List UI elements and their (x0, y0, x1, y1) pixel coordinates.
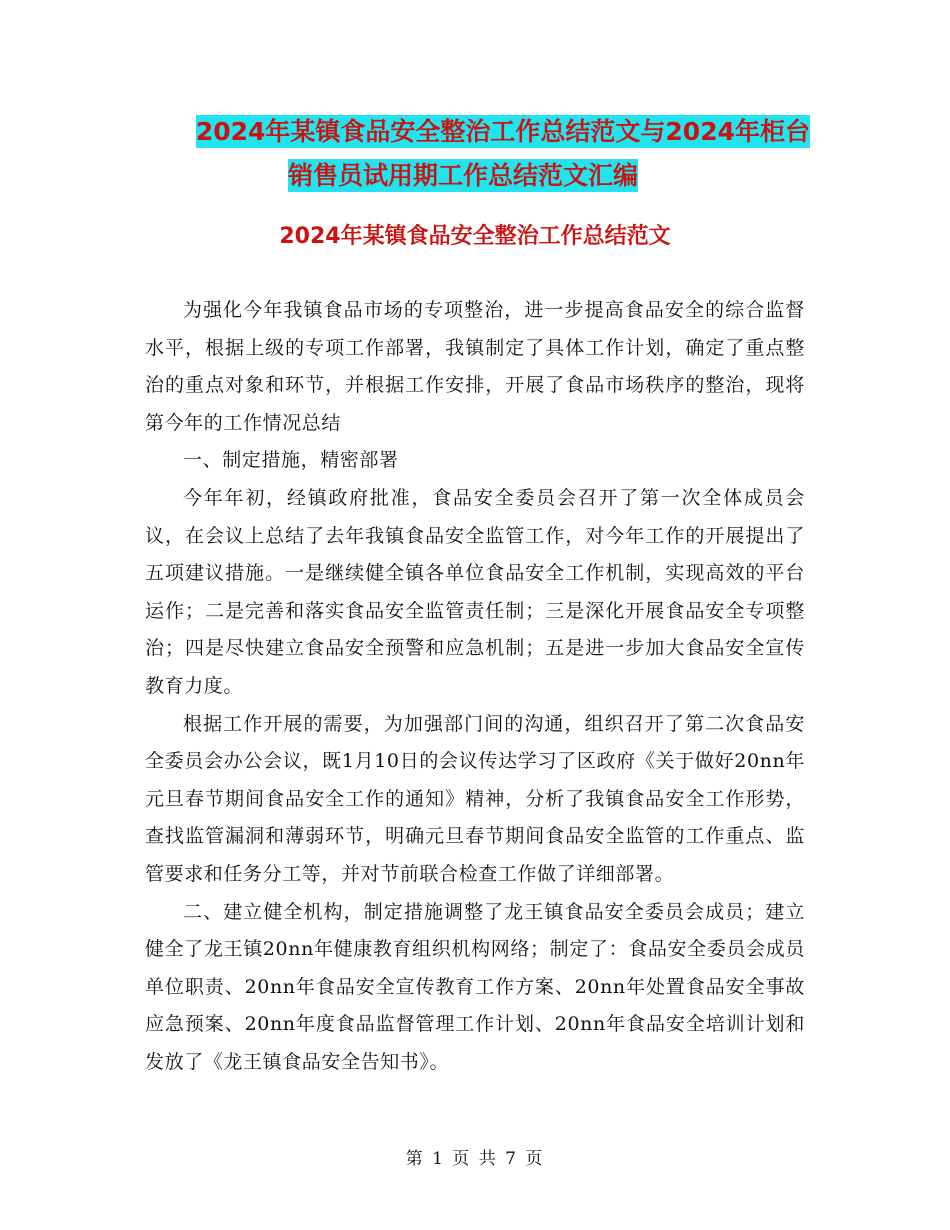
paragraph-section-2: 二、建立健全机构，制定措施调整了龙王镇食品安全委员会成员；建立健全了龙王镇20nn年健康教育组织机构网络；制定了：食品安全委员会成员单位职责、20nn年食品安全宣传教育工作方案、20nn年处置食品安全事故应急预案、20nn年度食品监督管理工作计划、20nn年食品安全培训计划和发放了《龙王镇食品安全告知书》。 (145, 900, 805, 1073)
title-highlight-2: 销售员试用期工作总结范文汇编 (288, 161, 639, 190)
heading-section-1: 一、制定措施，精密部署 (183, 449, 399, 472)
document-title-line-1 (140, 110, 820, 154)
document-title (140, 110, 820, 198)
paragraph-intro: 为强化今年我镇食品市场的专项整治，进一步提高食品安全的综合监督水平，根据上级的专项工作部署，我镇制定了具体工作计划，确定了重点整治的重点对象和环节，并根据工作安排，开展了食品市场秩序的整治，现将第今年的工作情况总结 (145, 299, 805, 434)
paragraph-meeting-2: 根据工作开展的需要，为加强部门间的沟通，组织召开了第二次食品安全委员会办公会议，既1月10日的会议传达学习了区政府《关于做好20nn年元旦春节期间食品安全工作的通知》精神，分析了我镇食品安全工作形势，查找监管漏洞和薄弱环节，明确元旦春节期间食品安全监管的工作重点、监管要求和任务分工等，并对节前联合检查工作做了详细部署。 (145, 712, 805, 885)
document-body (145, 292, 805, 1081)
paragraph-meeting-1: 今年年初，经镇政府批准，食品安全委员会召开了第一次全体成员会议，在会议上总结了去年我镇食品安全监管工作，对今年工作的开展提出了五项建议措施。一是继续健全镇各单位食品安全工作机制，实现高效的平台运作；二是完善和落实食品安全监管责任制；三是深化开展食品安全专项整治；四是尽快建立食品安全预警和应急机制；五是进一步加大食品安全宣传教育力度。 (145, 486, 805, 697)
document-title-line-2 (140, 154, 820, 198)
title-highlight-1: 2024年某镇食品安全整治工作总结范文与2024年柜台 (195, 117, 810, 146)
section-title: 2024年某镇食品安全整治工作总结范文 (279, 224, 671, 249)
page-footer: 第 1 页 共 7 页 (405, 1149, 545, 1169)
